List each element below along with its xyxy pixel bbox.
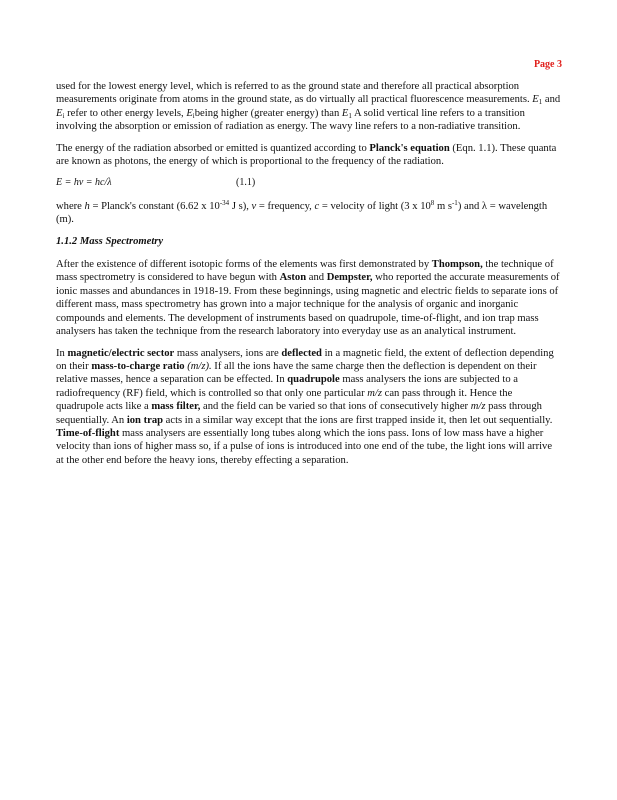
paragraph-equation-definitions: where h = Planck's constant (6.62 x $10^{-34}$ J s), v = frequency, c = velocity of light (3 x $10^8$ m $s^{-1}$) and λ = wavelength (m). xyxy=(56,198,548,226)
section-heading-mass-spectrometry: 1.1.2 Mass Spectrometry xyxy=(56,235,164,247)
equation-number: (1.1) xyxy=(236,177,256,189)
equation-formula: E = hν = hc/λ xyxy=(56,177,112,189)
paragraph-history: After the existence of different isotopic forms of the elements was first demonstrated by Thompson, the technique of mass spectrometry is considered to have begun with Aston and Dempster, who reported the accurate measurements of ionic masses and abundances in 1918-19. From these beginnings, using magnetic and electric fields to separate ions of different mass, mass spectrometry has grown into a major technique for the analysis of organic and inorganic compounds and elements. The development of instruments based on quadrupole, time-of-flight, and ion trap mass analysers has taken the technique from the research laboratory into everyday use as an analytical instrument. xyxy=(56,259,560,338)
equation-1-1 xyxy=(56,176,562,189)
document-body xyxy=(56,80,562,475)
paragraph-energy-levels: used for the lowest energy level, which is referred to as the ground state and therefore all practical absorption measurements originate from atoms in the ground state, as do virtually all practical fluorescence measurements. $E_1$ and $E_i$ refer to other energy levels, $E_ibeing$ higher (greater energy) than $E_1$ A solid vertical line refers to a transition involving the absorption or emission of radiation as energy. The wavy line refers to a non-radiative transition. xyxy=(56,81,561,133)
paragraph-mass-analysers: In magnetic/electric sector mass analysers, ions are deflected in a magnetic field, the extent of deflection depending on their mass-to-charge ratio (m/z). If all the ions have the same charge then the deflection is dependent on their relative masses, hence a separation can be effected. In quadrupole mass analysers the ions are subjected to a radiofrequency (RF) field, which is controlled so that only one particular m/z can pass through it. Hence the quadrupole acts like a mass filter, and the field can be varied so that ions of consecutively higher m/z pass through sequentially. An ion trap acts in a similar way except that the ions are first trapped inside it, then let out sequentially. Time-of-flight mass analysers are essentially long tubes along which the ions pass. Ions of low mass have a higher velocity than ions of higher mass so, if a pulse of ions is introduced into one end of the tube, the light ions will arrive at the other end before the heavy ions, thereby effecting a separation. xyxy=(56,347,554,466)
paragraph-planck: The energy of the radiation absorbed or emitted is quantized according to Planck's equation (Eqn. 1.1). These quanta are known as photons, the energy of which is proportional to the frequency of the radiation. xyxy=(56,142,557,168)
page-number: Page 3 xyxy=(533,59,562,70)
